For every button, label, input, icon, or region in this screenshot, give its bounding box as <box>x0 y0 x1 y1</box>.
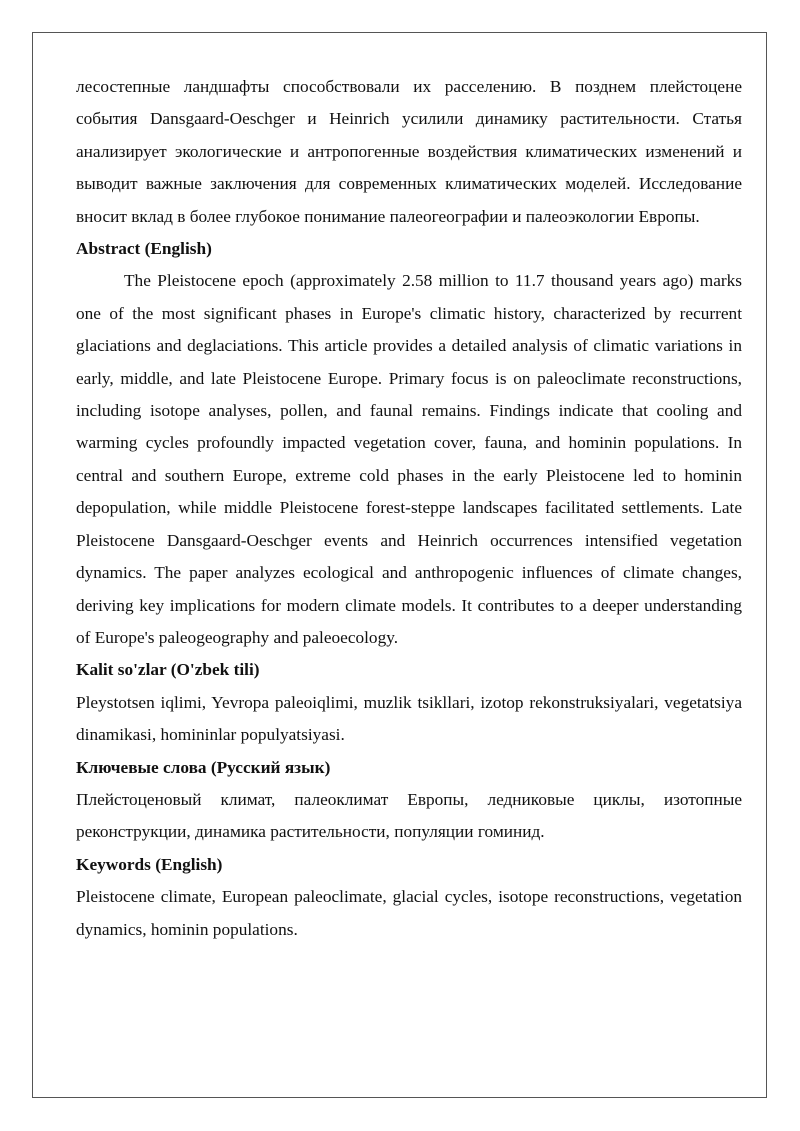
keywords-english-text: Pleistocene climate, European paleoclimate, glacial cycles, isotope reconstructions, vegetation dynamics, hominin populations. <box>76 887 742 939</box>
keywords-english-heading: Keywords (English) <box>76 854 223 874</box>
page-content <box>76 71 742 946</box>
keywords-uzbek-heading: Kalit so'zlar (O'zbek tili) <box>76 660 260 680</box>
keywords-russian-text: Плейстоценовый климат, палеоклимат Европы, ледниковые циклы, изотопные реконструкции, динамика растительности, популяции гоминид. <box>76 789 742 842</box>
russian-abstract-continuation: лесостепные ландшафты способствовали их расселению. В позднем плейстоцене события Dansgaard-Oeschger и Heinrich усилили динамику растительности. Статья анализирует экологические и антропогенные воздействия климатических изменений и выводит важные заключения для современных климатических моделей. Исследование вносит вклад в более глубокое понимание палеогеографии и палеоэкологии Европы. <box>76 77 742 226</box>
abstract-english-text: The Pleistocene epoch (approximately 2.58 million to 11.7 thousand years ago) marks one of the most significant phases in Europe's climatic history, characterized by recurrent glaciations and deglaciations. This article provides a detailed analysis of climatic variations in early, middle, and late Pleistocene Europe. Primary focus is on paleoclimate reconstructions, including isotope analyses, pollen, and faunal remains. Findings indicate that cooling and warming cycles profoundly impacted vegetation cover, fauna, and hominin populations. In central and southern Europe, extreme cold phases in the early Pleistocene led to hominin depopulation, while middle Pleistocene forest-steppe landscapes facilitated settlements. Late Pleistocene Dansgaard-Oeschger events and Heinrich occurrences intensified vegetation dynamics. The paper analyzes ecological and anthropogenic influences of climate changes, deriving key implications for modern climate models. It contributes to a deeper understanding of Europe's paleogeography and paleoecology. <box>76 271 742 647</box>
abstract-english-heading: Abstract (English) <box>76 239 212 259</box>
keywords-russian-heading: Ключевые слова (Русский язык) <box>76 757 331 777</box>
keywords-uzbek-text: Pleystotsen iqlimi, Yevropa paleoiqlimi, muzlik tsikllari, izotop rekonstruksiyalari, vegetatsiya dinamikasi, homininlar populyatsiyasi. <box>76 692 742 745</box>
